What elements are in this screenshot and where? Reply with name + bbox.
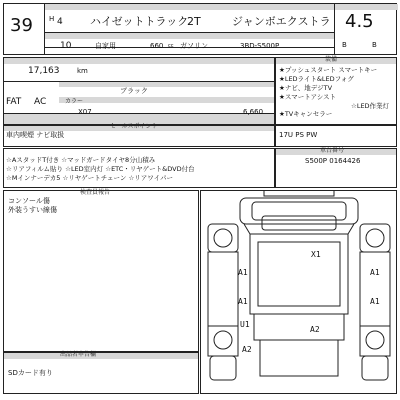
inspector-section [3, 190, 199, 352]
displacement: 660 [150, 42, 164, 50]
sales-heading: セールスポイント [110, 123, 158, 130]
aircon: AC [34, 97, 47, 107]
damage-mark: X1 [311, 250, 321, 259]
color-label: カラー [65, 98, 84, 105]
model-name: ハイゼットトラック [90, 15, 189, 28]
month-value: 10 [60, 41, 72, 51]
note-item: ☆Mインナーデカ5 ☆リヤゲートチェーン ☆リアワイパー [6, 174, 173, 182]
damage-mark: A2 [242, 345, 252, 354]
tire-info: 17U PS PW [279, 131, 318, 139]
auction-score: 4.5 [345, 11, 374, 32]
equipment-item: ★ナビ、地デジTV [279, 84, 333, 92]
sales-points: 車内喫煙 ナビ取扱 [6, 131, 65, 139]
model-code: 3BD-S500P [240, 42, 280, 50]
inspector-line: コンソール傷 [8, 197, 50, 205]
notes-list [6, 155, 274, 182]
chassis-heading: 車台番号 [320, 147, 345, 154]
transmission: FAT [6, 97, 22, 107]
interior-grade: B [342, 41, 347, 49]
seller-heading: 出品者申告欄 [60, 351, 97, 358]
price: 6,660 [243, 108, 264, 116]
year-era: H [49, 15, 55, 23]
vehicle-damage-diagram [200, 190, 397, 394]
color-code: X07 [78, 108, 92, 116]
damage-mark: A1 [370, 268, 380, 277]
seller-declaration: SDカード有り [8, 369, 53, 377]
note-item: ☆リアフィルム貼り ☆LED室内灯 ☆ETC・リヤゲート&DVD付台 [6, 165, 195, 173]
color-name: ブラック [120, 87, 148, 95]
year-value: 4 [57, 17, 63, 27]
chassis-number: S500P 0164426 [305, 157, 361, 165]
lot-number: 39 [10, 15, 33, 36]
fuel-type: ガソリン [180, 42, 208, 50]
exterior-grade: B [372, 41, 377, 49]
equipment-item: ☆LED作業灯 [351, 102, 390, 110]
equipment-item: ★LEDライト&LEDフォグ [279, 75, 354, 83]
damage-mark: U1 [240, 320, 250, 329]
damage-mark: A1 [370, 297, 380, 306]
equipment-list [279, 65, 397, 120]
inspector-heading: 検査員報告 [80, 189, 111, 196]
damage-mark: A1 [238, 268, 248, 277]
inspector-line: 外装うすい線傷 [8, 206, 57, 214]
equipment-item: ★プッシュスタート スマートキー [279, 66, 378, 74]
equipment-heading: 装備 [325, 56, 338, 63]
tonnage: 2T [187, 15, 201, 28]
grade-name: ジャンボエクストラ [232, 15, 331, 28]
damage-mark: A2 [310, 325, 320, 334]
equipment-item: ★TVキャンセラー [279, 110, 333, 118]
chassis-number-box [275, 148, 397, 188]
equipment-item: ★スマートアシスト [279, 93, 337, 101]
mileage-unit: km [77, 67, 88, 75]
note-item: ☆AスタッドT付き ☆マッドガードタイヤ8分山積み [6, 156, 156, 164]
cc-unit: cc [168, 43, 174, 49]
mileage: 17,163 [28, 66, 60, 76]
damage-mark: A1 [238, 297, 248, 306]
usage: 自家用 [95, 42, 116, 50]
